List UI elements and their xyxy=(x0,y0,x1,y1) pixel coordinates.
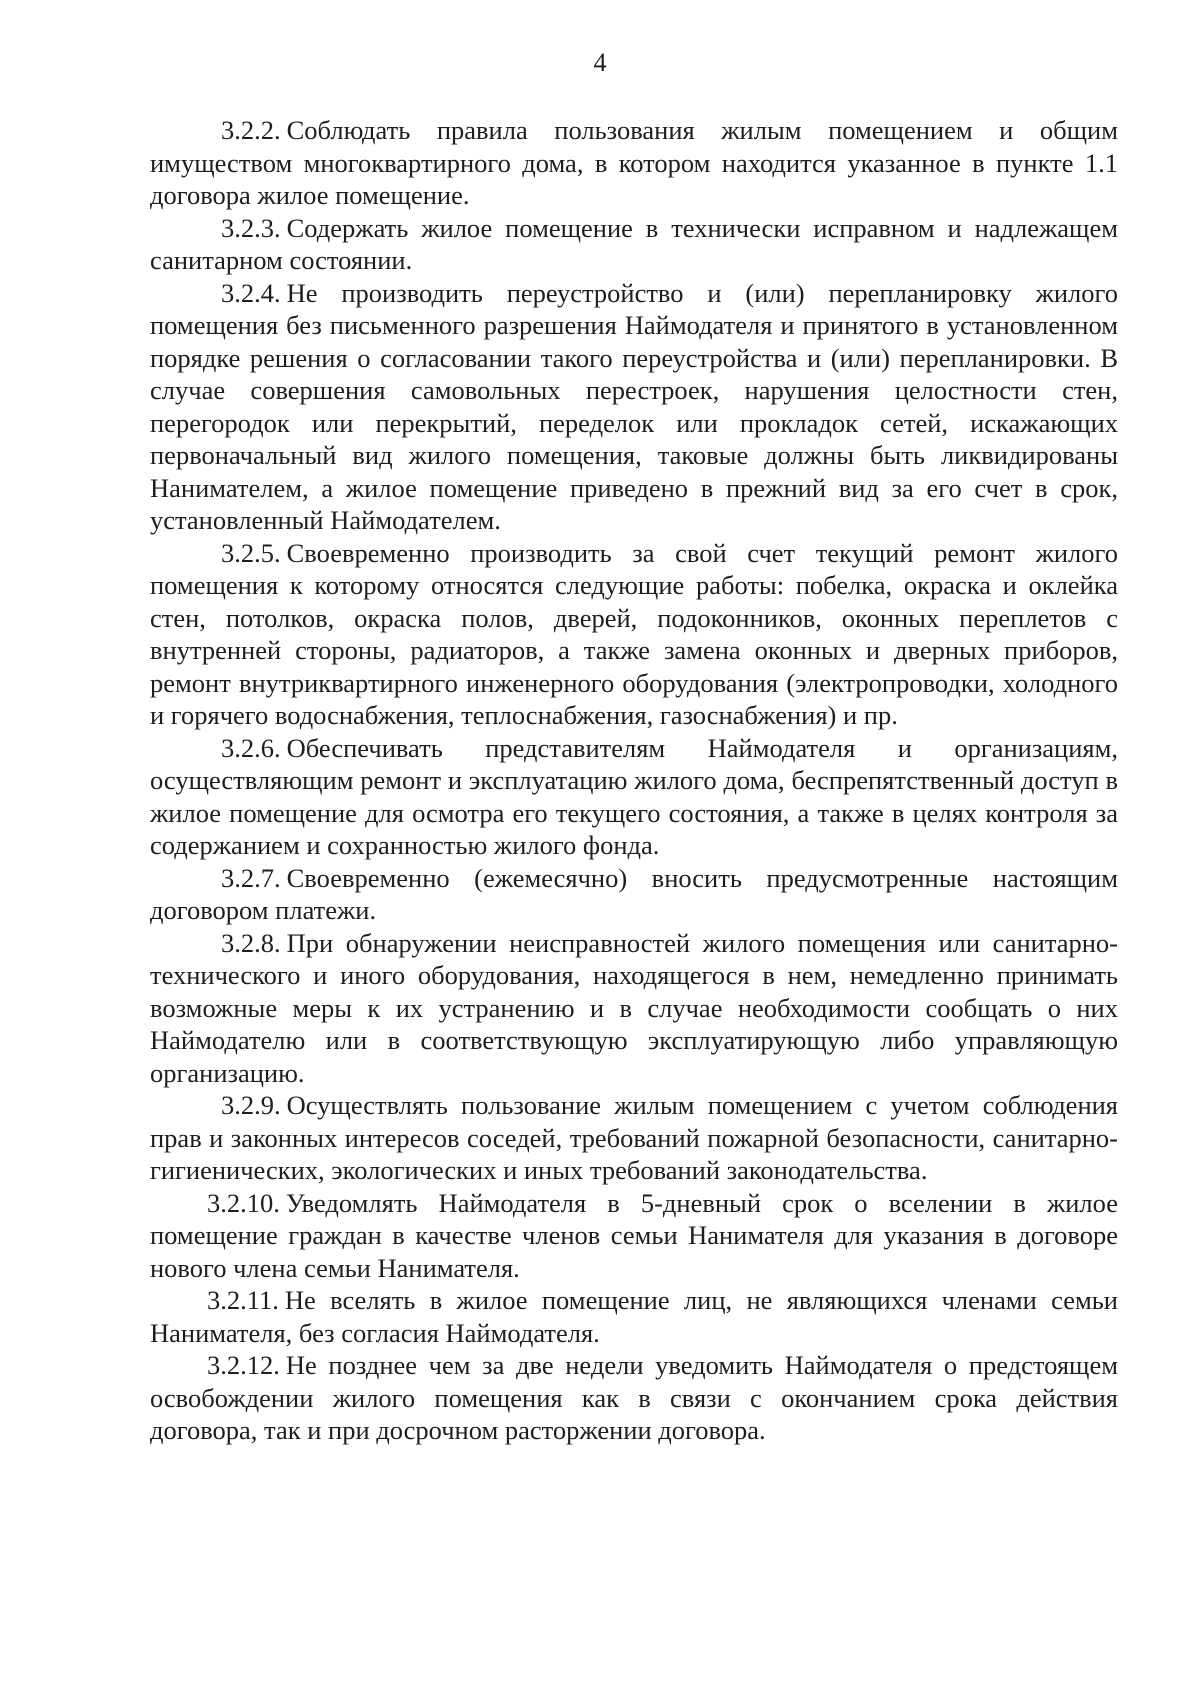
clause-number: 3.2.2. xyxy=(221,115,281,145)
clause-text: Обеспечивать представителям Наймодателя и организациям, осуществляющим ремонт и эксплуатацию жилого дома, беспрепятственный доступ в жилое помещение для осмотра его текущего состояния, а также в целях контроля за содержанием и сохранностью жилого фонда. xyxy=(150,732,1118,860)
page-number: 4 xyxy=(593,48,607,77)
clause-number: 3.2.8. xyxy=(221,927,281,958)
clause-text: Не позднее чем за две недели уведомить Наймодателя о предстоящем освобождении жилого помещения как в связи с окончанием срока действия договора, так и при досрочном расторжении договора. xyxy=(150,1350,1118,1445)
clause-number: 3.2.5. xyxy=(221,537,281,568)
clause-3-2-8 xyxy=(150,927,1118,1090)
clause-number: 3.2.6. xyxy=(221,732,281,763)
clause-text: Осуществлять пользование жилым помещением с учетом соблюдения прав и законных интересов соседей, требований пожарной безопасности, санитарно-гигиенических, экологических и иных требований законодательства. xyxy=(150,1090,1118,1185)
clause-3-2-6 xyxy=(150,732,1118,862)
clause-3-2-11 xyxy=(150,1284,1118,1349)
clause-3-2-5 xyxy=(150,537,1118,732)
clause-text: Соблюдать правила пользования жилым помещением и общим имуществом многоквартирного дома, в котором находится указанное в пункте 1.1 договора жилое помещение. xyxy=(150,115,1118,210)
clause-number: 3.2.11. xyxy=(207,1285,279,1315)
clause-number: 3.2.10. xyxy=(207,1187,280,1218)
clause-text: Своевременно (ежемесячно) вносить предусмотренные настоящим договором платежи. xyxy=(150,862,1118,925)
clause-number: 3.2.12. xyxy=(207,1350,280,1380)
clause-3-2-12 xyxy=(150,1349,1118,1447)
clause-number: 3.2.4. xyxy=(221,277,281,308)
clause-text: Уведомлять Наймодателя в 5-дневный срок о вселении в жилое помещение граждан в качестве членов семьи Нанимателя для указания в договоре нового члена семьи Нанимателя. xyxy=(150,1187,1118,1283)
clause-3-2-3 xyxy=(150,212,1118,277)
clause-3-2-9 xyxy=(150,1089,1118,1187)
clause-number: 3.2.7. xyxy=(221,862,281,893)
clause-3-2-7 xyxy=(150,862,1118,927)
clause-number: 3.2.9. xyxy=(221,1090,281,1120)
clause-text: При обнаружении неисправностей жилого помещения или санитарно-технического и иного оборудования, находящегося в нем, немедленно принимать возможные меры к их устранению и в случае необходимости сообщать о них Наймодателю или в соответствующую эксплуатирующую либо управляющую организацию. xyxy=(150,927,1118,1088)
clause-3-2-2 xyxy=(150,114,1118,212)
clause-text: Своевременно производить за свой счет текущий ремонт жилого помещения к которому относятся следующие работы: побелка, окраска и оклейка стен, потолков, окраска полов, дверей, подоконников, оконных переплетов с внутренней стороны, радиаторов, а также замена оконных и дверных приборов, ремонт внутриквартирного инженерного оборудования (электропроводки, холодного и горячего водоснабжения, теплоснабжения, газоснабжения) и пр. xyxy=(150,537,1118,730)
clause-text: Не вселять в жилое помещение лиц, не являющихся членами семьи Нанимателя, без согласия Наймодателя. xyxy=(150,1285,1118,1348)
clause-3-2-4 xyxy=(150,277,1118,537)
document-body xyxy=(150,114,1118,1447)
clause-text: Не производить переустройство и (или) перепланировку жилого помещения без письменного разрешения Наймодателя и принятого в установленном порядке решения о согласовании такого переустройства и (или) перепланировки. В случае совершения самовольных перестроек, нарушения целостности стен, перегородок или перекрытий, переделок или прокладок сетей, искажающих первоначальный вид жилого помещения, таковые должны быть ликвидированы Нанимателем, а жилое помещение приведено в прежний вид за его счет в срок, установленный Наймодателем. xyxy=(150,277,1118,535)
clause-3-2-10 xyxy=(150,1187,1118,1285)
clause-number: 3.2.3. xyxy=(221,212,281,243)
clause-text: Содержать жилое помещение в технически исправном и надлежащем санитарном состоянии. xyxy=(150,212,1118,275)
